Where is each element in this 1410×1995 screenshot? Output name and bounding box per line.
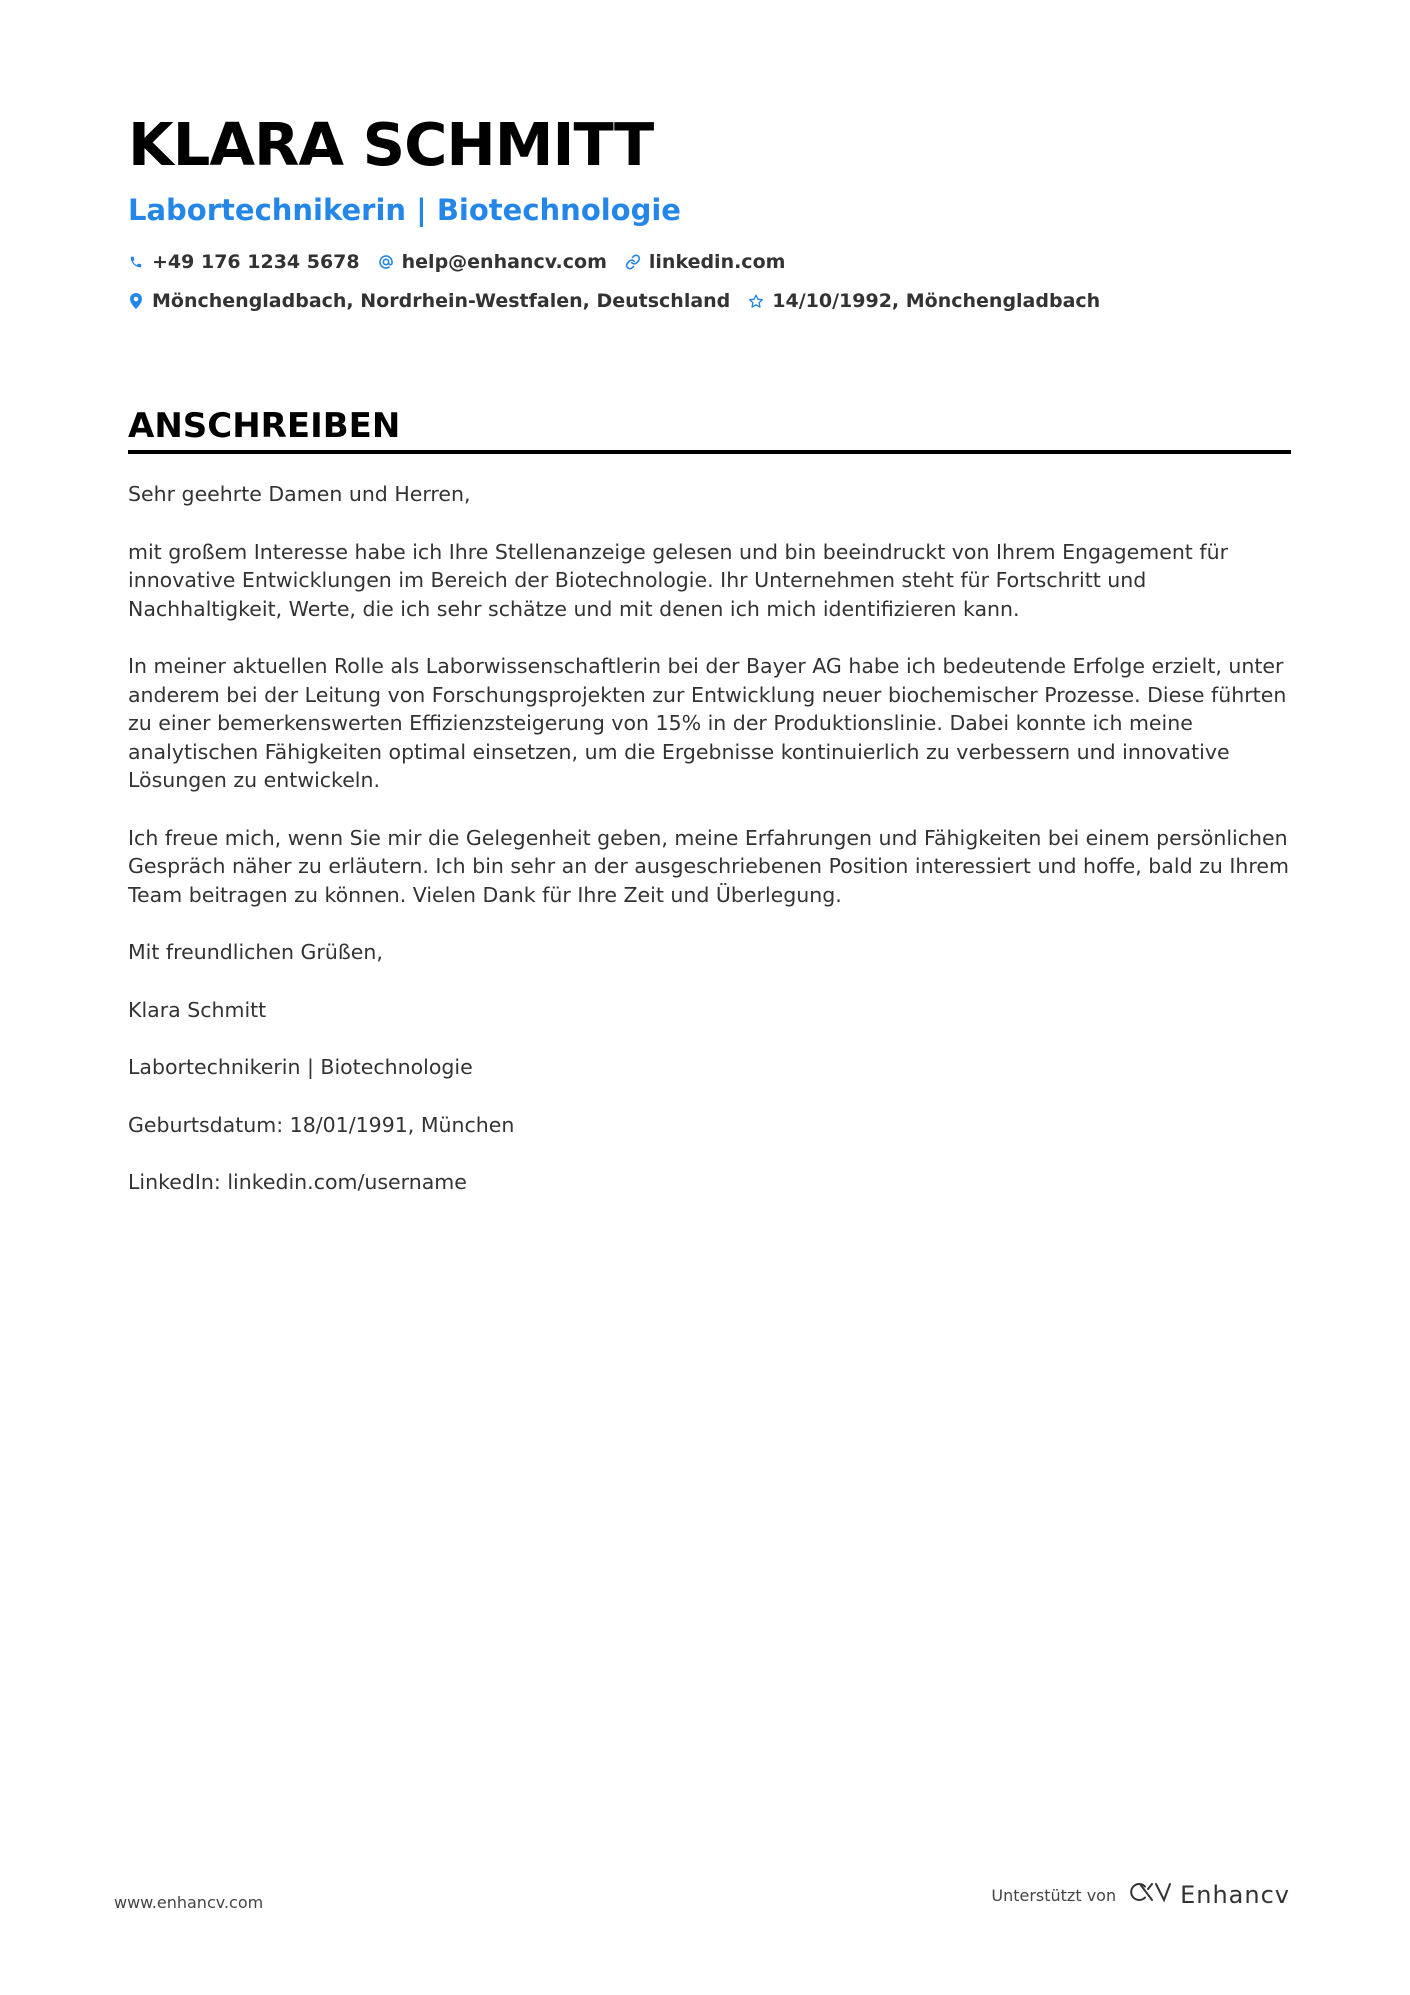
brand-name: Enhancv <box>1180 1881 1290 1909</box>
section-title: ANSCHREIBEN <box>128 406 401 446</box>
signature-title: Labortechnikerin | Biotechnologie <box>128 1055 473 1079</box>
powered-by-label: Unterstützt von <box>991 1885 1117 1905</box>
letter-body <box>128 480 1291 1197</box>
footer-branding <box>991 1880 1290 1910</box>
link-icon <box>625 253 641 271</box>
contact-linkedin[interactable] <box>625 251 786 273</box>
phone-text: +49 176 1234 5678 <box>152 251 360 273</box>
contact-row-2 <box>128 287 1288 315</box>
header <box>128 110 1288 315</box>
email-text: help@enhancv.com <box>401 251 607 273</box>
letter-paragraph: mit großem Interesse habe ich Ihre Stellenanzeige gelesen und bin beeindruckt von Ihrem Engagement für innovative Entwicklungen im Bereich der Biotechnologie. Ihr Unternehmen steht für Fortschritt und Nachhaltigkeit, Werte, die ich sehr schätze und mit denen ich mich identifizieren kann. <box>128 539 1229 621</box>
letter-paragraph: In meiner aktuellen Rolle als Laborwissenschaftlerin bei der Bayer AG habe ich bedeutende Erfolge erzielt, unter anderem bei der Leitung von Forschungsprojekten zur Entwicklung neuer biochemischer Prozesse. Diese führten zu einer bemerkenswerten Effizienzsteigerung von 15% in der Produktionslinie. Dabei konnte ich meine analytischen Fähigkeiten optimal einsetzen, um die Ergebnisse kontinuierlich zu verbessern und innovative Lösungen zu entwickeln. <box>128 654 1287 792</box>
candidate-title: Labortechnikerin | Biotechnologie <box>128 193 681 227</box>
birth-text: 14/10/1992, Mönchengladbach <box>772 290 1101 312</box>
enhancv-logo-icon <box>1126 1880 1172 1910</box>
contact-phone <box>128 251 360 273</box>
linkedin-line: LinkedIn: linkedin.com/username <box>128 1170 467 1194</box>
letter-closing: Mit freundlichen Grüßen, <box>128 940 383 964</box>
linkedin-text: linkedin.com <box>648 251 786 273</box>
brand[interactable] <box>1126 1880 1290 1910</box>
at-icon <box>378 253 394 271</box>
signature-name: Klara Schmitt <box>128 997 267 1022</box>
location-text: Mönchengladbach, Nordrhein-Westfalen, Deutschland <box>152 290 731 312</box>
letter-salutation: Sehr geehrte Damen und Herren, <box>128 482 471 506</box>
candidate-name: KLARA SCHMITT <box>128 110 654 179</box>
birth-line: Geburtsdatum: 18/01/1991, München <box>128 1112 515 1137</box>
letter-paragraph: Ich freue mich, wenn Sie mir die Gelegenheit geben, meine Erfahrungen und Fähigkeiten bei einem persönlichen Gespräch näher zu erläutern. Ich bin sehr an der ausgeschriebenen Position interessiert und hoffe, bald zu Ihrem Team beitragen zu können. Vielen Dank für Ihre Zeit und Überlegung. <box>128 825 1289 907</box>
star-icon <box>748 292 764 310</box>
location-pin-icon <box>128 292 144 310</box>
phone-icon <box>128 253 144 271</box>
footer-website[interactable]: www.enhancv.com <box>114 1893 264 1912</box>
contact-location <box>128 290 730 312</box>
contact-email[interactable] <box>378 251 607 273</box>
cover-letter-section <box>128 406 1291 1226</box>
contact-birth <box>748 290 1100 312</box>
section-divider <box>128 450 1291 454</box>
contact-row-1 <box>128 248 1288 276</box>
